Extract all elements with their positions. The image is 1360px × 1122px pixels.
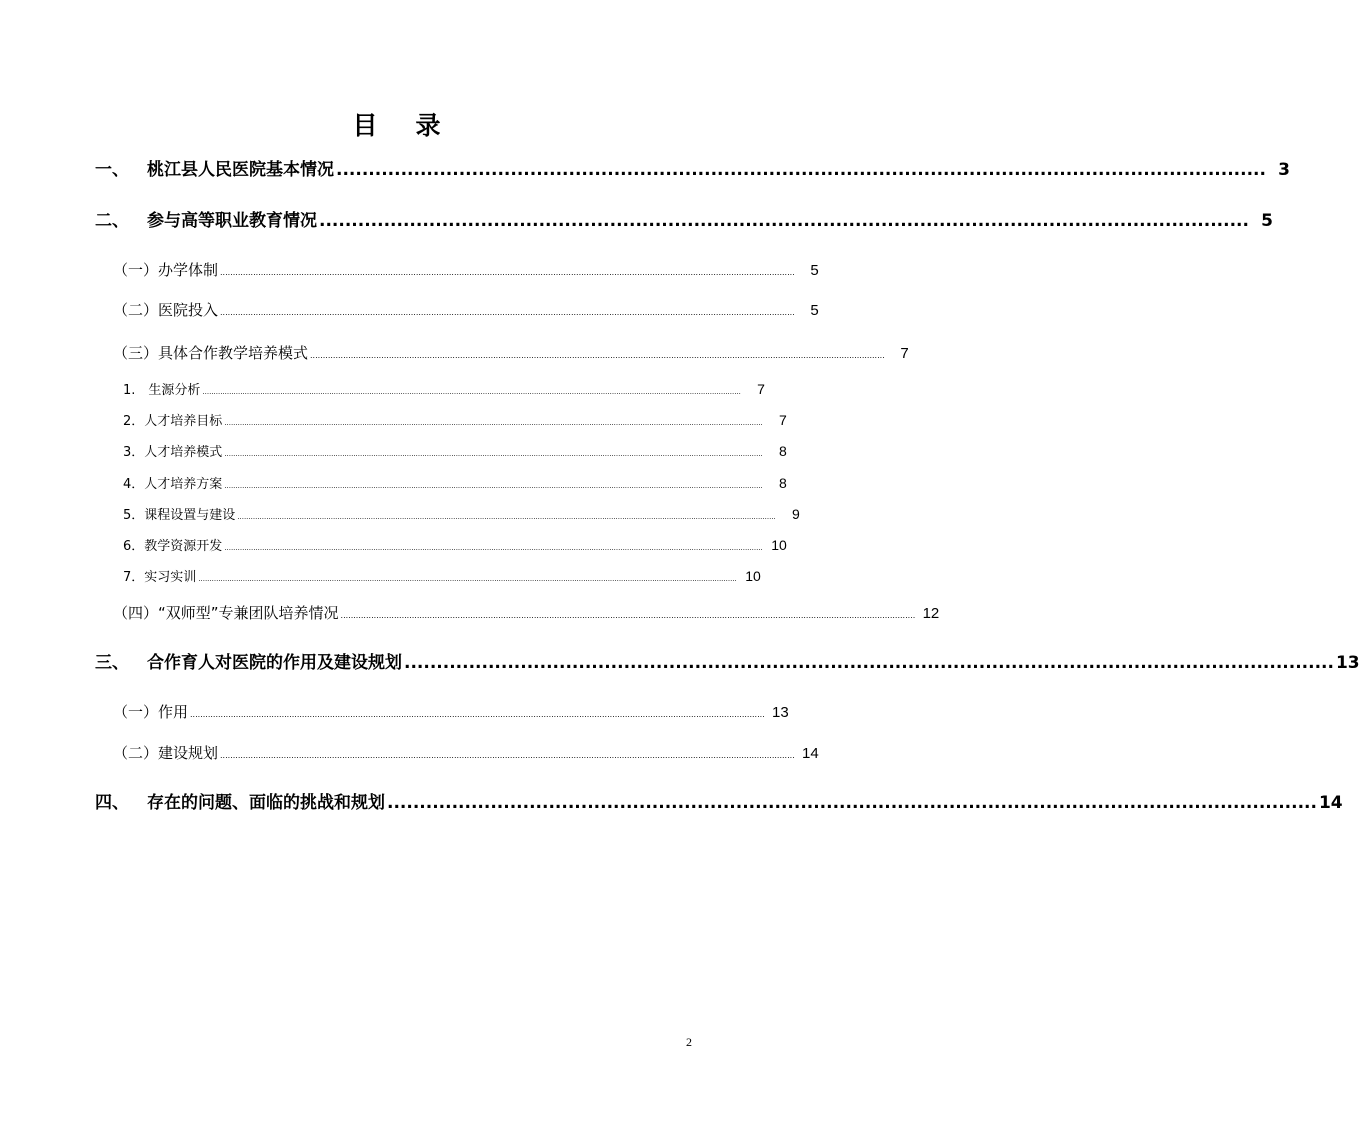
toc-entry-page: 9 (791, 506, 800, 522)
toc-entry-number: 一、 (95, 160, 129, 180)
toc-leader: .................................................................................................................................................................................................................................. (220, 751, 795, 760)
toc-entry-page: 5 (810, 302, 819, 319)
toc-entry[interactable] (0, 409, 793, 431)
toc-leader: .................................................................................................................................................................................................................................. (220, 308, 795, 317)
toc-entry-page: 14 (802, 745, 819, 762)
toc-leader: ................................................................................................................................................ (387, 793, 1317, 813)
toc-entry[interactable] (0, 790, 1343, 816)
toc-entry-page: 12 (922, 605, 940, 622)
toc-entry-label: （一）作用 (113, 703, 189, 721)
toc-entry-page: 7 (778, 412, 787, 428)
toc-leader: ................................................................................................................................................ (319, 211, 1249, 231)
toc-entry-label: （一）办学体制 (113, 261, 219, 279)
toc-entry-page: 13 (772, 704, 789, 721)
toc-entry-label: 6．教学资源开发 (123, 539, 223, 554)
toc-entry-label: （二）建设规划 (113, 744, 219, 762)
toc-entry-label: 2．人才培养目标 (123, 414, 223, 429)
toc-entry-page: 13 (1335, 653, 1360, 673)
toc-entry-page: 10 (771, 537, 787, 553)
toc-leader: .................................................................................................................................................................................................................................................. (224, 450, 763, 458)
toc-entry[interactable] (0, 472, 793, 494)
toc-entry-label: （四）“双师型”专兼团队培养情况 (113, 604, 339, 622)
toc-entry[interactable] (0, 565, 793, 587)
toc-entry-number: 二、 (95, 211, 129, 231)
toc-entry-page: 5 (810, 262, 819, 279)
page-number: 2 (686, 1035, 692, 1049)
toc-title-char-2: 录 (415, 111, 441, 140)
toc-entry[interactable] (0, 601, 940, 625)
toc-entry-page: 7 (757, 381, 765, 397)
toc-leader: .................................................................................................................................................................................................................................. (220, 268, 795, 277)
toc-entry[interactable] (0, 298, 819, 322)
toc-entry-page: 14 (1318, 793, 1343, 813)
toc-leader: .................................................................................................................................................................................................................................. (310, 351, 885, 360)
toc-leader: .................................................................................................................................................................................................................................. (340, 611, 916, 620)
toc-entry[interactable] (0, 378, 793, 400)
toc-entry-page: 8 (778, 475, 787, 491)
toc-entry-label: 3．人才培养模式 (123, 445, 223, 460)
toc-entry-label: 桃江县人民医院基本情况 (147, 160, 334, 180)
toc-entry-page: 10 (745, 568, 761, 584)
toc-entry-label: 7．实习实训 (123, 570, 197, 585)
toc-entry-label: 4．人才培养方案 (123, 477, 223, 492)
toc-entry[interactable] (0, 700, 793, 724)
toc-leader: .................................................................................................................................................................................................................................................. (202, 388, 741, 396)
toc-entry-label: 参与高等职业教育情况 (147, 211, 317, 231)
toc-leader: ................................................................................................................................................ (336, 160, 1266, 180)
toc-entry[interactable] (0, 741, 819, 765)
toc-entry-label: 存在的问题、面临的挑战和规划 (147, 793, 385, 813)
toc-leader: .................................................................................................................................................................................................................................................. (224, 482, 763, 490)
toc-leader: .................................................................................................................................................................................................................................................. (198, 575, 737, 583)
toc-entry-page: 5 (1261, 211, 1273, 231)
toc-entry[interactable] (0, 503, 800, 525)
toc-leader: ................................................................................................................................................ (404, 653, 1334, 673)
toc-entry-number: 三、 (95, 653, 129, 673)
toc-entry-page: 7 (900, 345, 909, 362)
toc-entry[interactable] (0, 534, 793, 556)
toc-entry-label: 5．课程设置与建设 (123, 508, 236, 523)
toc-leader: .................................................................................................................................................................................................................................................. (224, 419, 763, 427)
toc-entry-label: （三）具体合作教学培养模式 (113, 344, 309, 362)
toc-leader: .................................................................................................................................................................................................................................. (190, 710, 765, 719)
toc-entry-number: 四、 (95, 793, 129, 813)
toc-entry[interactable] (0, 157, 1290, 183)
toc-entry-label: 1. 生源分析 (123, 383, 201, 398)
toc-entry[interactable] (0, 440, 793, 462)
toc-entry-label: （二）医院投入 (113, 301, 219, 319)
toc-entry-page: 8 (778, 443, 787, 459)
toc-entry[interactable] (0, 208, 1273, 234)
toc-entry-label: 合作育人对医院的作用及建设规划 (147, 653, 402, 673)
toc-entry-page: 3 (1278, 160, 1290, 180)
toc-entry[interactable] (0, 650, 1360, 676)
toc-leader: .................................................................................................................................................................................................................................................. (237, 513, 776, 521)
toc-title-char-1: 目 (352, 111, 378, 140)
toc-entry[interactable] (0, 341, 909, 365)
toc-title (0, 108, 793, 144)
toc-entry[interactable] (0, 258, 819, 282)
toc-leader: .................................................................................................................................................................................................................................................. (224, 544, 763, 552)
